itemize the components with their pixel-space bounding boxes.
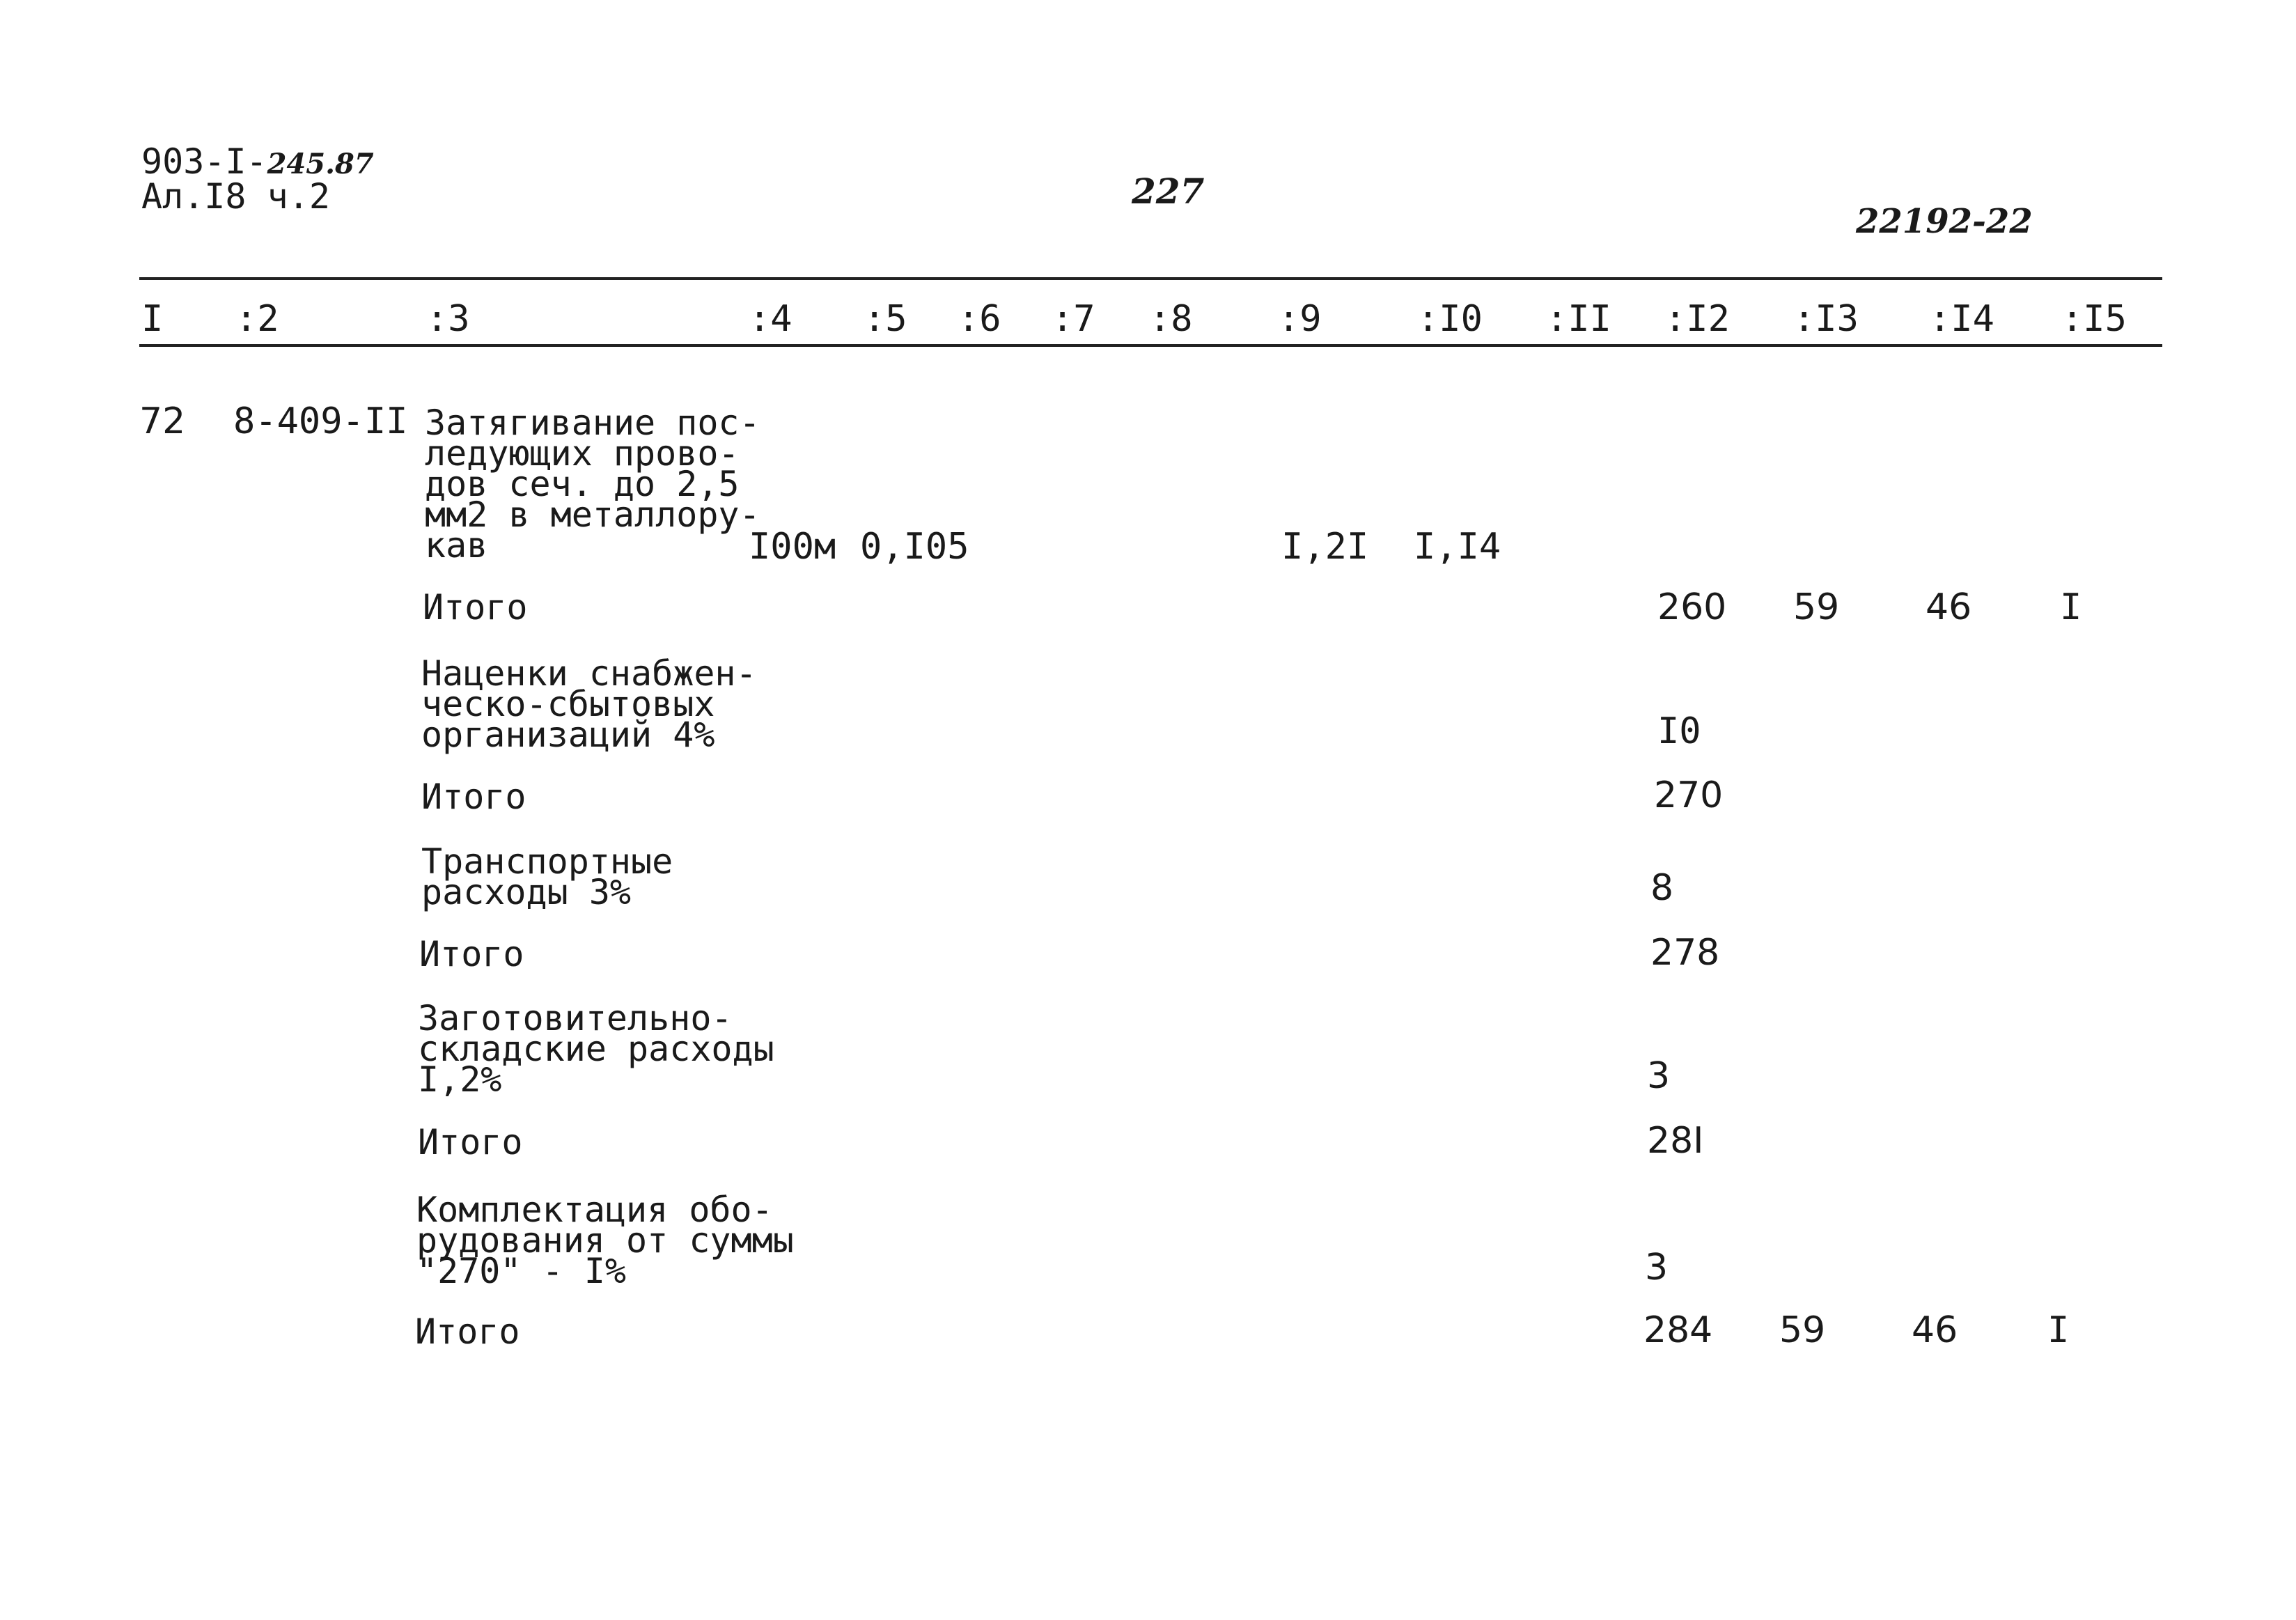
document-code-typed: 903-I- [141, 141, 267, 182]
column-header-1: I [141, 298, 164, 340]
column-header-15: :I5 [2061, 298, 2127, 340]
page-number: 227 [1132, 171, 1205, 212]
total-col15: I [2060, 586, 2082, 628]
total-col14: 46 [1926, 586, 1972, 628]
column-header-11: :II [1546, 298, 1611, 340]
unit-of-measure: I00м [749, 526, 836, 568]
row-label-total: Итого [419, 934, 524, 974]
total-col12: 270 [1654, 774, 1724, 816]
grand-total-col12: 284 [1643, 1309, 1713, 1351]
supply-markup-col12: I0 [1657, 710, 1701, 752]
table-header-rule [139, 344, 2162, 347]
table-top-rule [139, 277, 2162, 280]
column-header-8: :8 [1149, 298, 1193, 340]
row-label-transport: Транспортные расходы 3% [421, 841, 673, 912]
column-header-14: :I4 [1929, 298, 1994, 340]
album-label: Ал.I8 ч.2 [141, 176, 330, 217]
grand-total-col15: I [2047, 1309, 2070, 1351]
column-header-6: :6 [958, 298, 1001, 340]
column-header-3: :3 [426, 298, 470, 340]
column-header-13: :I3 [1793, 298, 1859, 340]
total-col12: 28I [1647, 1120, 1704, 1162]
row-label-procurement: Заготовительно- складские расходы I,2% [418, 998, 774, 1100]
procurement-col12: 3 [1647, 1055, 1671, 1097]
column-10-value: I,I4 [1414, 526, 1501, 568]
column-header-4: :4 [749, 298, 792, 340]
total-col12: 260 [1657, 586, 1727, 628]
transport-col12: 8 [1650, 867, 1674, 909]
document-code-handwritten: 245.87 [267, 148, 374, 180]
quantity-value: 0,I05 [860, 526, 969, 568]
column-header-2: :2 [235, 298, 279, 340]
grand-total-col13: 59 [1779, 1309, 1826, 1351]
row-label-total: Итого [423, 587, 528, 628]
row-label-total: Итого [421, 777, 526, 817]
column-header-7: :7 [1052, 298, 1095, 340]
equipment-col12: 3 [1645, 1247, 1669, 1288]
grand-total-col14: 46 [1912, 1309, 1958, 1351]
column-header-5: :5 [864, 298, 907, 340]
work-description: Затягивание пос- ледующих прово- дов сеч. до 2,5 мм2 в металлору- кав [425, 403, 760, 566]
row-label-supply-markup: Наценки снабжен- ческо-сбытовых организаций 4% [421, 653, 757, 755]
column-header-12: :I2 [1664, 298, 1730, 340]
row-label-equipment: Комплектация обо- рудования от суммы "270" - I% [416, 1190, 794, 1291]
column-header-9: :9 [1278, 298, 1322, 340]
sheet-reference: 22192-22 [1856, 202, 2033, 241]
total-col12: 278 [1650, 932, 1720, 974]
row-label-total: Итого [418, 1122, 523, 1162]
row-number: 72 [139, 400, 186, 442]
rate-code: 8-409-II [233, 400, 408, 442]
row-label-grand-total: Итого [415, 1311, 520, 1352]
column-header-10: :I0 [1417, 298, 1483, 340]
column-9-value: I,2I [1281, 526, 1369, 568]
total-col13: 59 [1793, 586, 1840, 628]
